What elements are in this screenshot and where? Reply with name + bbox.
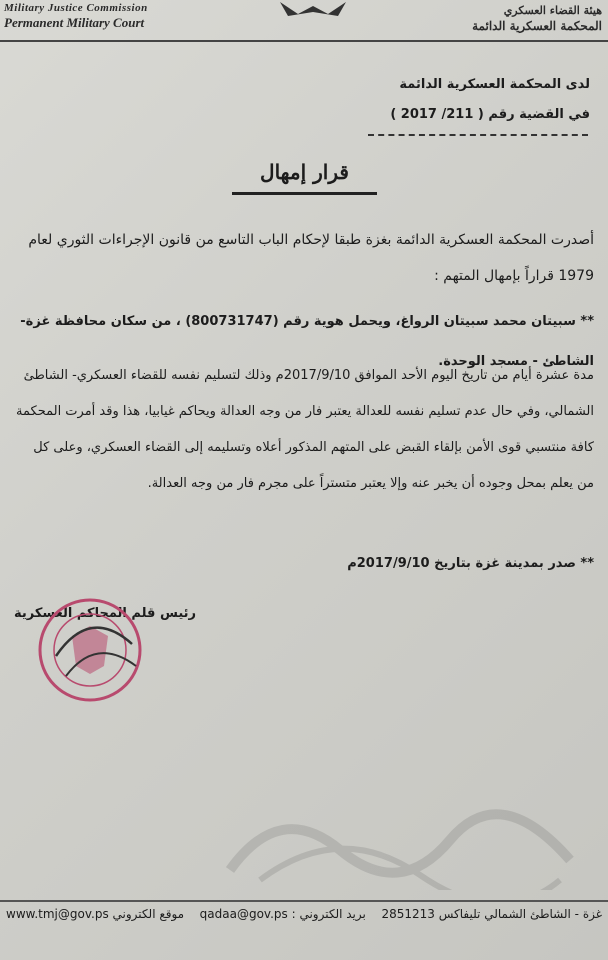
footer-divider <box>0 900 608 902</box>
header-arabic <box>472 4 602 33</box>
header-en-line2: Permanent Military Court <box>4 15 145 30</box>
footer-site-group <box>6 907 184 921</box>
dashed-divider <box>368 134 588 136</box>
footer-site-label: موقع الكتروني <box>112 907 185 921</box>
footer-email[interactable]: qadaa@gov.ps <box>199 907 288 921</box>
header-ar-line2: المحكمة العسكرية الدائمة <box>472 19 602 33</box>
footer-email-label: بريد الكتروني : <box>291 907 366 921</box>
paragraph-issued: ** صدر بمدينة غزة بتاريخ 2017/9/10م <box>347 556 594 571</box>
court-reference <box>390 70 590 130</box>
paragraph-intro: أصدرت المحكمة العسكرية الدائمة بغزة طبقا لإحكام الباب التاسع من قانون الإجراءات الثوري لعام 1979 قراراً بإمهال المتهم : <box>28 232 594 284</box>
footer-address: غزة - الشاطئ الشمالي تليفاكس 2851213 <box>381 907 602 921</box>
case-number: في القضية رقم ( 211/ 2017 ) <box>390 107 590 122</box>
paragraph-order: مدة عشرة أيام من تاريخ اليوم الأحد الموافق 2017/9/10م وذلك لتسليم نفسه للقضاء العسكري- الشاطئ الشمالي، وفي حال عدم تسليم نفسه للعدالة يعتبر فار من وجه العدالة ويحاكم غيابيا، هذا وقد أمرت المحكمة كافة منتسبي قوى الأمن بإلقاء القبض على المتهم المذكور أعلاه وتسليمه إلى القضاء العسكري، وعلى كل من يعلم بمحل وجوده أن يخبر عنه وإلا يعتبر متستراً على مجرم فار من وجه العدالة. <box>16 368 594 491</box>
watermark-emblem <box>220 780 580 890</box>
eagle-emblem-icon <box>278 0 348 18</box>
header-divider <box>0 40 608 42</box>
court-name: لدى المحكمة العسكرية الدائمة <box>399 77 590 92</box>
footer <box>6 907 602 921</box>
footer-website[interactable]: www.tmj@gov.ps <box>6 907 109 921</box>
paragraph-accused: ** سبيتان محمد سبيتان الرواغ، ويحمل هوية رقم (800731747) ، من سكان محافظة غزة- الشاطئ - مسجد الوحدة. <box>20 314 594 369</box>
header-en-line1: Military Justice Commission <box>4 2 148 14</box>
signature-title: رئيس قلم المحاكم العسكرية <box>13 606 196 621</box>
header-english <box>4 2 148 31</box>
document-title: قرار إمهال <box>260 160 349 184</box>
footer-email-group <box>200 907 366 921</box>
header-ar-line1: هيئة القضاء العسكري <box>503 4 602 17</box>
official-stamp-icon <box>36 596 144 704</box>
